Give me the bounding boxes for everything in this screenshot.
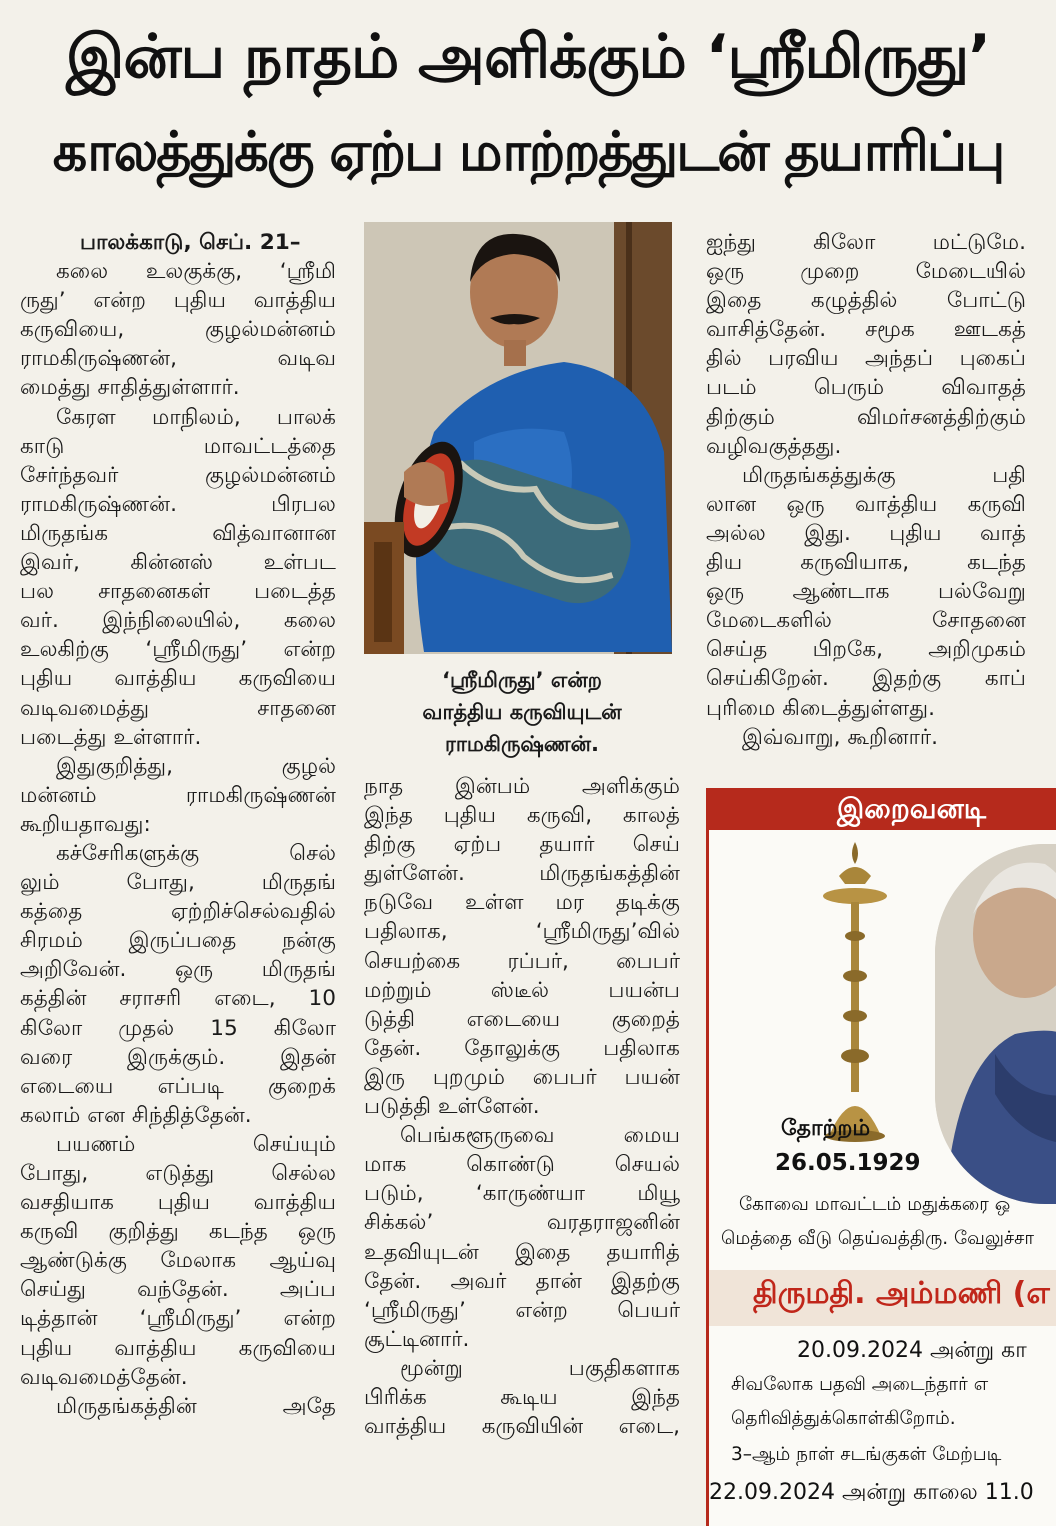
text-line: இரு புறமும் பைபர் பயன் <box>364 1064 680 1090</box>
text-line: வாசித்தேன். சமூக ஊடகத் <box>706 317 1026 343</box>
text-line: படைத்து உள்ளார். <box>20 724 202 750</box>
text-line: படம் பெரும் விவாதத் <box>706 375 1026 401</box>
text-line: இந்த புதிய கருவி, காலத் <box>364 803 680 829</box>
obituary-line: கோவை மாவட்டம் மதுக்கரை ஒ <box>739 1194 1011 1215</box>
text-line: பயணம் செய்யும் <box>56 1131 336 1157</box>
text-line: தில் பரவிய அந்தப் புகைப் <box>706 346 1026 372</box>
obituary-advertisement <box>706 788 1056 1526</box>
text-line: புரிமை கிடைத்துள்ளது. <box>706 695 935 721</box>
text-line: கிலோ முதல் 15 கிலோ <box>20 1015 336 1041</box>
text-line: மூன்று பகுதிகளாக <box>400 1355 680 1381</box>
text-line: ஐந்து கிலோ மட்டுமே. <box>706 230 1026 255</box>
text-line: மேடைகளில் சோதனை <box>706 608 1026 634</box>
text-line: திய கருவியாக, கடந்த <box>706 550 1026 576</box>
text-line: புதிய வாத்திய கருவியை <box>20 666 336 692</box>
caption-line: ராமகிருஷ்ணன். <box>445 732 599 756</box>
text-line: செய்து வந்தேன். அப்ப <box>20 1277 336 1303</box>
text-line: ராமகிருஷ்ணன். பிரபல <box>20 491 336 517</box>
text-line: வடிவமைத்தேன். <box>20 1364 188 1390</box>
text-line: கூறியதாவது: <box>20 811 151 837</box>
text-line: தேன். அவர் தான் இதற்கு <box>364 1268 680 1294</box>
text-line: மாக கொண்டு செயல் <box>364 1152 680 1178</box>
oil-lamp-icon <box>805 836 905 1146</box>
text-line: செய்கிறேன். இதற்கு காப் <box>706 666 1026 692</box>
text-line: கருவியை, குழல்மன்னம் <box>20 317 336 343</box>
text-line: வழிவகுத்தது. <box>706 433 842 459</box>
caption-line: வாத்திய கருவியுடன் <box>422 700 622 724</box>
text-line: அல்ல இது. புதிய வாத் <box>706 520 1026 546</box>
text-line: சூட்டினார். <box>364 1326 470 1352</box>
text-line: டுத்தி எடையை குறைத் <box>364 1006 680 1032</box>
text-line: இவ்வாறு, கூறினார். <box>742 724 938 750</box>
text-line: கச்சேரிகளுக்கு செல் <box>56 840 336 866</box>
obituary-line: 22.09.2024 அன்று காலை 11.0 <box>709 1480 1034 1505</box>
text-line: ருது’ என்ற புதிய வாத்திய <box>20 288 336 314</box>
text-line: காடு மாவட்டத்தை <box>20 433 336 459</box>
text-line: ஒரு ஆண்டாக பல்வேறு <box>706 579 1026 605</box>
text-line: பிரிக்க கூடிய இந்த <box>364 1384 680 1410</box>
text-line: கருவி குறித்து கடந்த ஒரு <box>20 1219 336 1245</box>
obituary-line: 20.09.2024 அன்று கா <box>797 1338 1027 1363</box>
text-line: கத்தின் சராசரி எடை, 10 <box>20 986 336 1012</box>
text-line: மற்றும் ஸ்டீல் பயன்ப <box>364 977 680 1003</box>
article-column-1 <box>20 228 336 1421</box>
caption-line: ‘ஸ்ரீமிருது’ என்ற <box>442 668 602 692</box>
article-column-2 <box>364 772 680 1441</box>
born-date: 26.05.1929 <box>775 1150 921 1176</box>
musician-with-instrument-illustration <box>364 222 672 654</box>
text-line: இதை கழுத்தில் போட்டு <box>706 288 1026 314</box>
text-line: சிக்கல்’ வரதராஜனின் <box>364 1210 680 1236</box>
text-line: லான ஒரு வாத்திய கருவி <box>706 491 1026 517</box>
text-line: இவர், கின்னஸ் உள்பட <box>20 550 336 576</box>
text-line: இதுகுறித்து, குழல் <box>56 753 336 779</box>
obituary-line: தெரிவித்துக்கொள்கிறோம். <box>731 1408 956 1429</box>
text-line: படுத்தி உள்ளேன். <box>364 1094 540 1120</box>
text-line: செயற்கை ரப்பர், பைபர் <box>364 948 680 974</box>
text-line: பெங்களூருவை மைய <box>400 1123 680 1149</box>
text-line: அறிவேன். ஒரு மிருதங் <box>20 957 336 983</box>
article-photo <box>364 222 672 654</box>
text-line: கேரள மாநிலம், பாலக் <box>56 404 336 430</box>
text-line: தேன். தோலுக்கு பதிலாக <box>364 1035 680 1061</box>
text-line: சேர்ந்தவர் குழல்மன்னம் <box>20 462 336 488</box>
text-line: வாத்திய கருவியின் எடை, <box>364 1414 680 1440</box>
text-line: ‘ஸ்ரீமிருது’ என்ற பெயர் <box>364 1297 680 1323</box>
text-line: லும் போது, மிருதங் <box>20 870 336 896</box>
portrait-photo <box>935 844 1056 1204</box>
text-line: திற்கும் விமர்சனத்திற்கும் <box>706 404 1026 430</box>
text-line: மைத்து சாதித்துள்ளார். <box>20 375 240 401</box>
photo-caption <box>364 664 680 760</box>
obituary-line: மெத்தை வீடு தெய்வத்திரு. வேலுச்சா <box>721 1228 1035 1249</box>
text-line: உலகிற்கு ‘ஸ்ரீமிருது’ என்ற <box>20 637 336 663</box>
text-line: வர். இந்நிலையில், கலை <box>20 608 336 634</box>
obituary-line: 3–ஆம் நாள் சடங்குகள் மேற்படி <box>731 1444 1002 1465</box>
text-line: மிருதங்கத்தின் அதே <box>56 1393 336 1419</box>
text-line: நடுவே உள்ள மர தடிக்கு <box>364 890 680 916</box>
text-line: வசதியாக புதிய வாத்திய <box>20 1190 336 1216</box>
text-line: புதிய வாத்திய கருவியை <box>20 1335 336 1361</box>
text-line: டித்தான் ‘ஸ்ரீமிருது’ என்ற <box>20 1306 336 1332</box>
portrait-illustration <box>935 844 1056 1204</box>
text-line: பல சாதனைகள் படைத்த <box>20 579 336 605</box>
text-line: படும், ‘காருண்யா மியூ <box>364 1181 680 1207</box>
deceased-name: திருமதி. அம்மணி (எ <box>753 1276 1050 1311</box>
dateline: பாலக்காடு, செப். 21– <box>80 230 301 255</box>
born-label: தோற்றம் <box>781 1116 871 1141</box>
text-line: திற்கு ஏற்ப தயார் செய் <box>364 832 680 858</box>
text-line: சிரமம் இருப்பதை நன்கு <box>20 928 336 954</box>
article-column-3 <box>706 228 1026 752</box>
obituary-banner: இறைவனடி <box>709 788 1056 830</box>
text-line: மிருதங்க வித்வானான <box>20 520 336 546</box>
text-line: துள்ளேன். மிருதங்கத்தின் <box>364 861 680 887</box>
text-line: உதவியுடன் இதை தயாரித் <box>364 1239 680 1265</box>
text-line: ராமகிருஷ்ணன், வடிவ <box>20 346 336 372</box>
text-line: எடையை எப்படி குறைக் <box>20 1073 336 1099</box>
text-line: ஒரு முறை மேடையில் <box>706 259 1026 285</box>
text-line: செய்த பிறகே, அறிமுகம் <box>706 637 1026 663</box>
text-line: நாத இன்பம் அளிக்கும் <box>364 774 680 799</box>
text-line: கத்தை ஏற்றிச்செல்வதில் <box>20 899 336 925</box>
text-line: ஆண்டுக்கு மேலாக ஆய்வு <box>20 1248 336 1274</box>
text-line: பதிலாக, ‘ஸ்ரீமிருது’வில் <box>364 919 680 945</box>
text-line: போது, எடுத்து செல்ல <box>20 1161 336 1186</box>
text-line: வரை இருக்கும். இதன் <box>20 1044 336 1070</box>
text-line: மன்னம் ராமகிருஷ்ணன் <box>20 782 336 808</box>
headline-line-1: இன்ப நாதம் அளிக்கும் ‘ஸ்ரீமிருது’ <box>65 22 991 92</box>
text-line: கலை உலகுக்கு, ‘ஸ்ரீமி <box>56 259 336 285</box>
headline-line-2: காலத்துக்கு ஏற்ப மாற்றத்துடன் தயாரிப்பு <box>52 120 1004 183</box>
text-line: கலாம் என சிந்தித்தேன். <box>20 1102 252 1128</box>
text-line: மிருதங்கத்துக்கு பதி <box>742 462 1026 488</box>
text-line: வடிவமைத்து சாதனை <box>20 695 336 721</box>
obituary-line: சிவலோக பதவி அடைந்தார் எ <box>731 1374 989 1395</box>
